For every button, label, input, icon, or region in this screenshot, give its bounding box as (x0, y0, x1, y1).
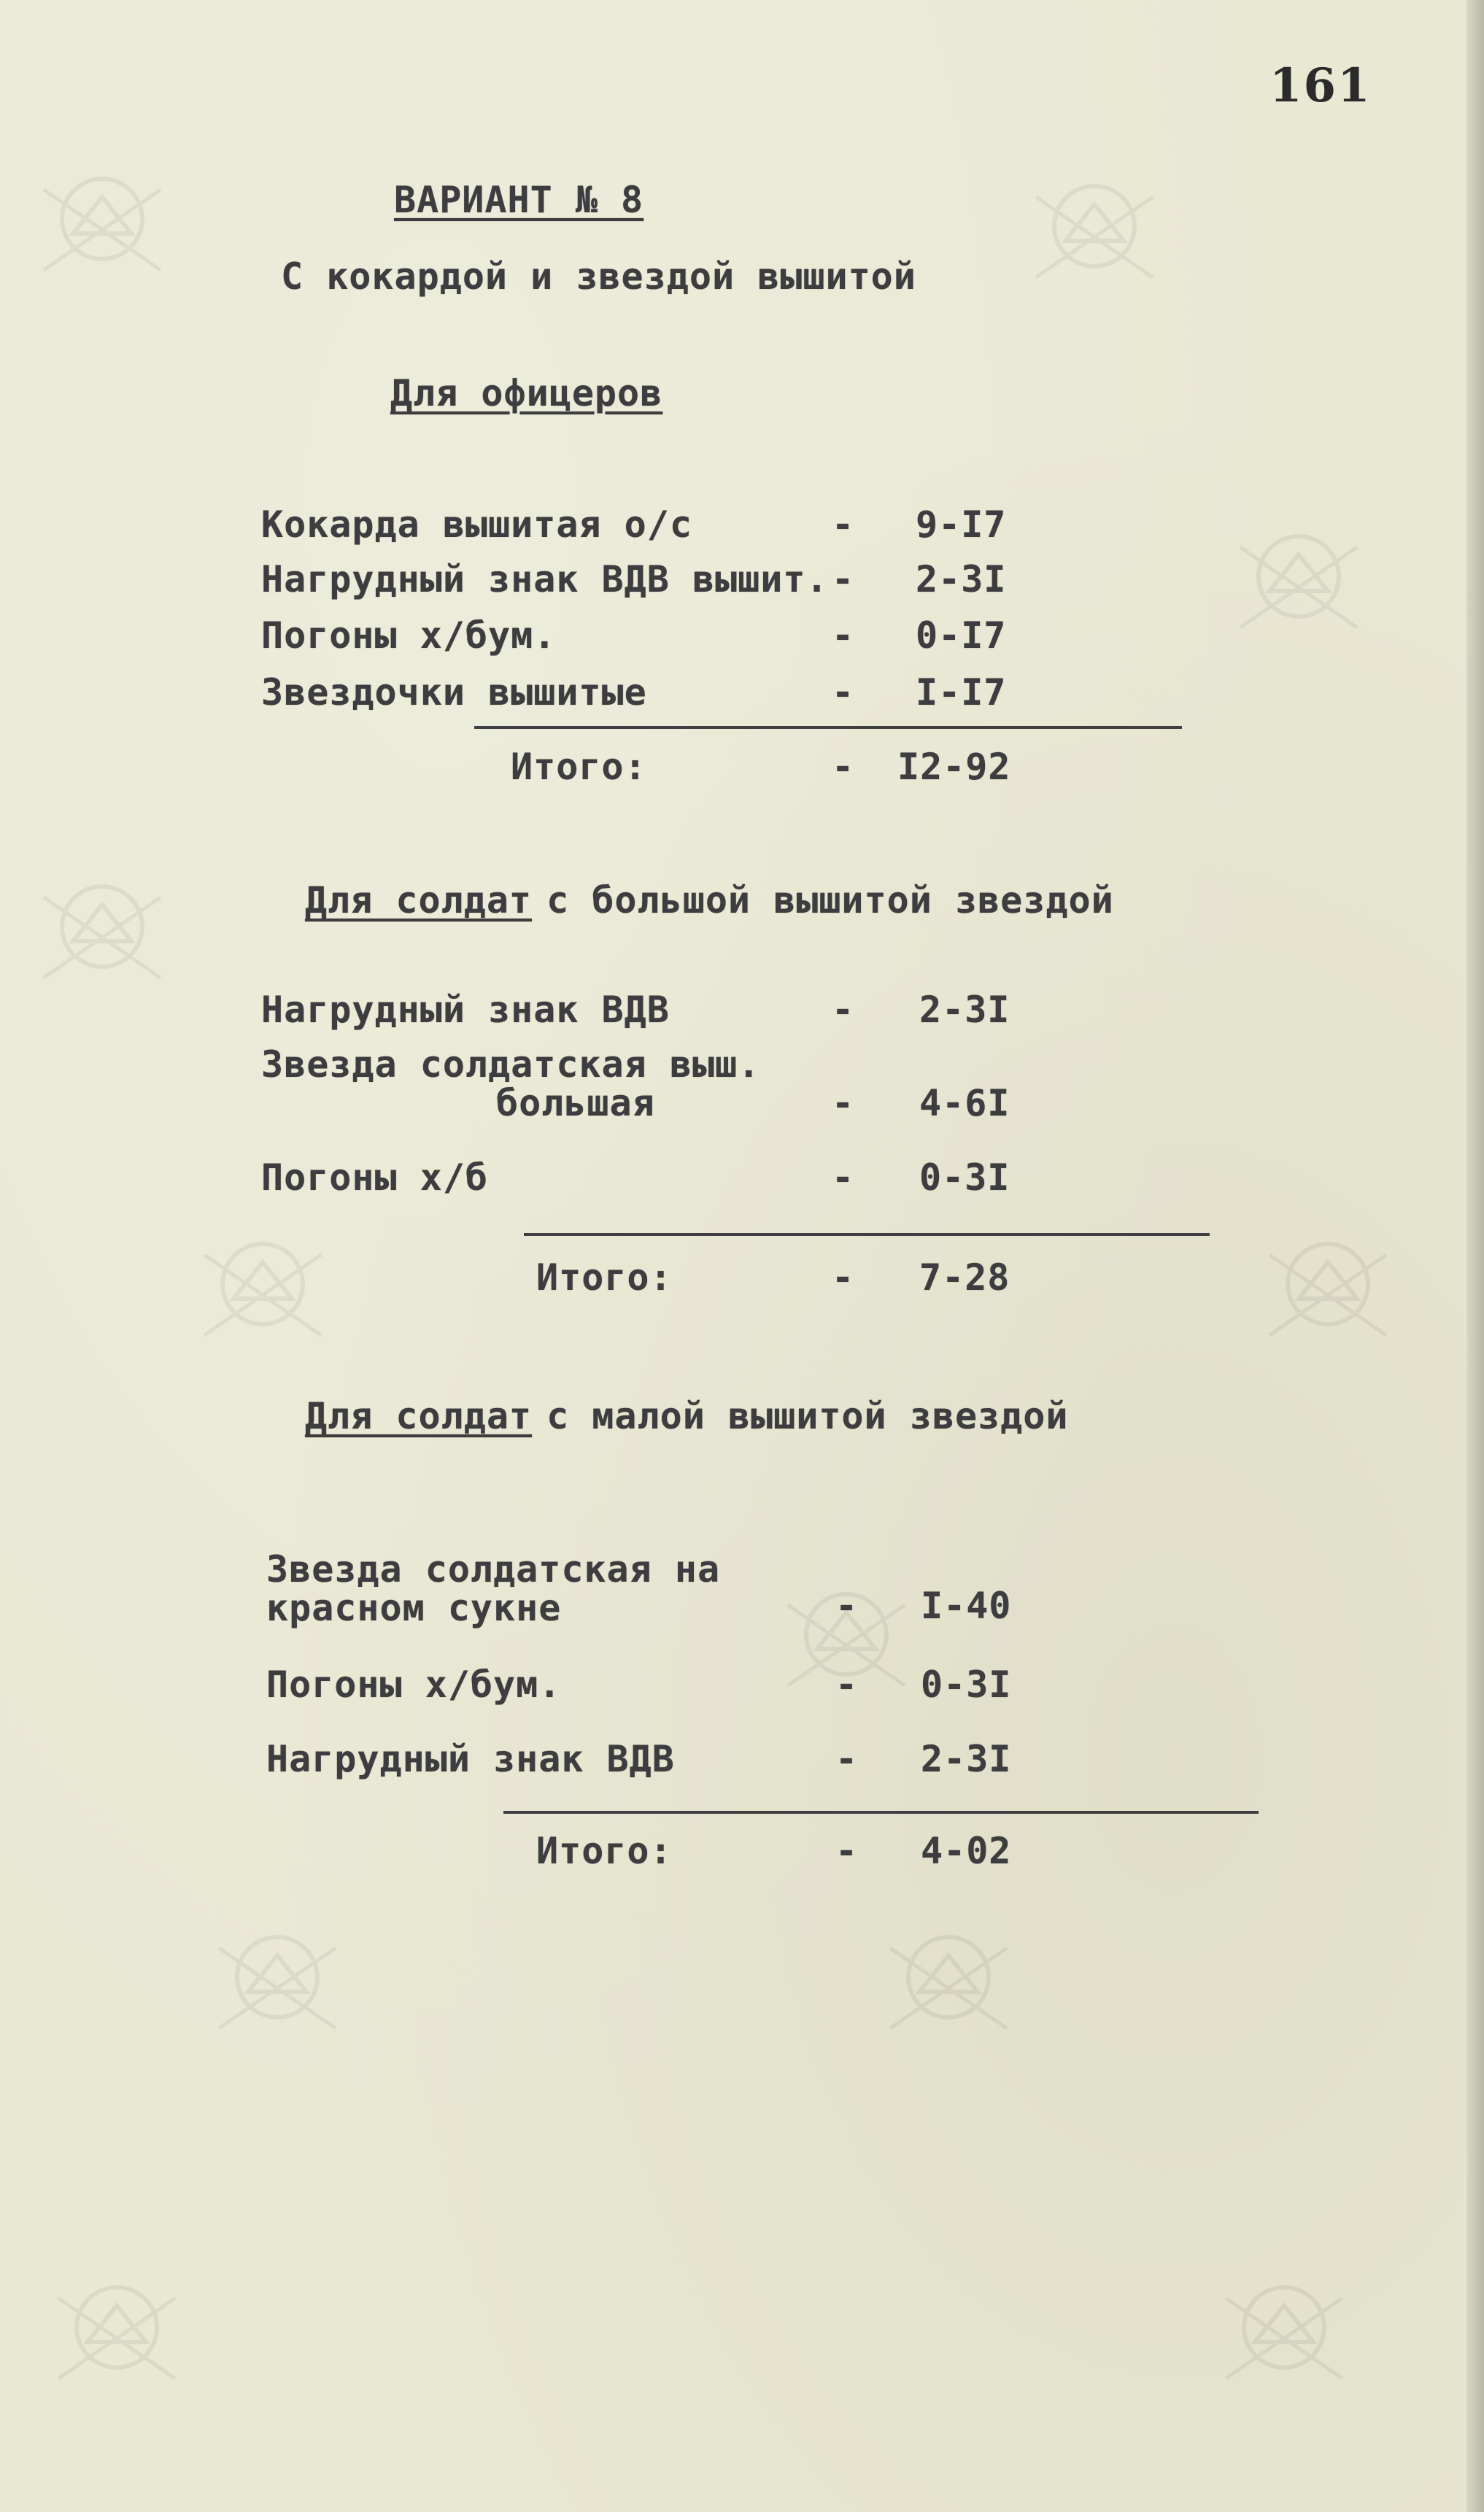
item-dash: - (832, 671, 855, 714)
watermark-emblem-icon (1021, 175, 1167, 292)
total-value: 4-02 (921, 1830, 1012, 1872)
item-label: Погоны х/бум. (261, 614, 557, 657)
total-rule (524, 1233, 1210, 1236)
total-dash: - (832, 746, 855, 788)
item-price: 4-6I (919, 1082, 1010, 1124)
total-rule (503, 1811, 1259, 1814)
total-dash: - (832, 1256, 855, 1299)
total-rule (474, 726, 1182, 729)
watermark-emblem-icon (190, 1233, 336, 1350)
item-label-line1: Звезда солдатская на (266, 1548, 721, 1591)
item-label: Звездочки вышитые (261, 671, 647, 714)
item-price: 9-I7 (916, 503, 1007, 546)
item-label: Нагрудный знак ВДВ (261, 989, 670, 1031)
item-price: 0-3I (921, 1663, 1012, 1706)
item-label-line2: большая (496, 1082, 655, 1124)
item-price: I-40 (921, 1585, 1012, 1627)
watermark-emblem-icon (1226, 525, 1372, 642)
item-label-line1: Звезда солдатская выш. (261, 1043, 761, 1086)
item-dash: - (835, 1738, 859, 1780)
section-heading-rest: с большой вышитой звездой (524, 879, 1114, 921)
item-price: 2-3I (916, 558, 1007, 600)
item-label: Погоны х/бум. (266, 1663, 562, 1706)
watermark-emblem-icon (204, 1926, 350, 2043)
watermark-emblem-icon (44, 2276, 190, 2393)
watermark-emblem-icon (876, 1926, 1021, 2043)
watermark-emblem-icon (29, 876, 175, 992)
total-label: Итого: (511, 746, 647, 788)
item-dash: - (832, 503, 855, 546)
item-dash: - (832, 614, 855, 657)
watermark-emblem-icon (29, 168, 175, 285)
section-heading-officers: Для офицеров (390, 372, 663, 414)
page-number: 161 (1269, 58, 1372, 113)
item-label: Нагрудный знак ВДВ вышит. (261, 558, 829, 600)
item-price: 2-3I (919, 989, 1010, 1031)
total-label: Итого: (536, 1830, 673, 1872)
item-price: I-I7 (916, 671, 1007, 714)
item-dash: - (832, 1156, 855, 1199)
document-title: ВАРИАНТ № 8 (394, 179, 644, 221)
item-label-line2: красном сукне (266, 1587, 562, 1629)
item-dash: - (832, 989, 855, 1031)
section-heading-underlined: Для солдат (305, 1395, 533, 1437)
item-price: 0-I7 (916, 614, 1007, 657)
item-price: 2-3I (921, 1738, 1012, 1780)
item-label: Нагрудный знак ВДВ (266, 1738, 675, 1780)
total-dash: - (835, 1830, 859, 1872)
item-dash: - (835, 1663, 859, 1706)
item-price: 0-3I (919, 1156, 1010, 1199)
total-label: Итого: (536, 1256, 673, 1299)
item-dash: - (832, 558, 855, 600)
watermark-emblem-icon (1255, 1233, 1401, 1350)
item-label: Кокарда вышитая о/с (261, 503, 692, 546)
total-value: 7-28 (919, 1256, 1010, 1299)
page-edge (1466, 0, 1484, 2512)
item-dash: - (832, 1082, 855, 1124)
total-value: I2-92 (897, 746, 1011, 788)
watermark-emblem-icon (1211, 2276, 1357, 2393)
item-dash: - (835, 1585, 859, 1627)
section-heading-underlined: Для солдат (305, 879, 533, 921)
item-label: Погоны х/б (261, 1156, 489, 1199)
document-subtitle: С кокардой и звездой вышитой (281, 255, 916, 298)
section-heading-rest: с малой вышитой звездой (524, 1395, 1069, 1437)
